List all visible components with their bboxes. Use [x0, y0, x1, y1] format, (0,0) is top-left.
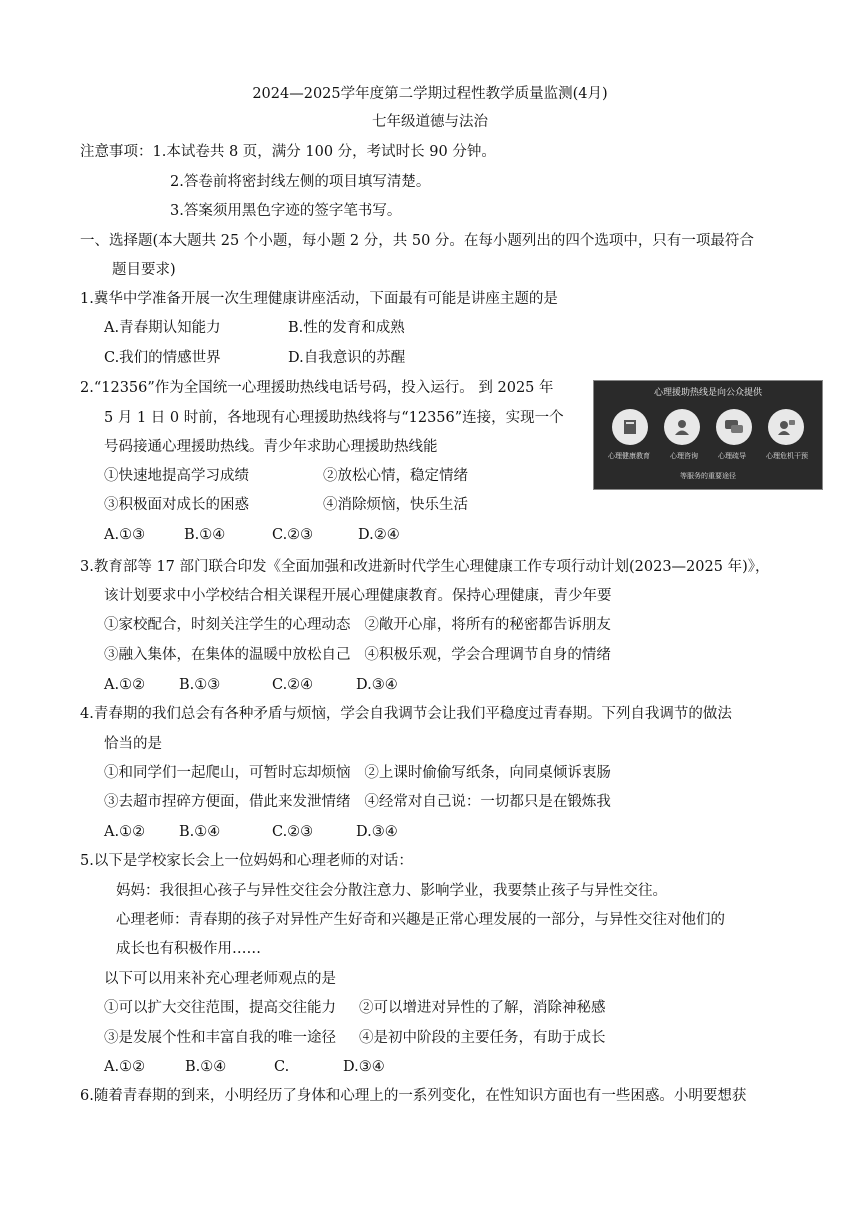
- poster-footer: 等服务的重要途径: [680, 472, 736, 480]
- poster-label-4: 心理危机干预: [766, 452, 808, 460]
- q2-stem-3: 号码接通心理援助热线。青少年求助心理援助热线能: [104, 439, 438, 455]
- poster-label-3: 心理疏导: [718, 452, 746, 460]
- q1-option-a: A.青春期认知能力: [104, 320, 221, 336]
- q4-option-b: B.①④: [179, 824, 221, 840]
- q3-option-c: C.②④: [272, 677, 314, 693]
- q2-option-c: C.②③: [272, 527, 314, 543]
- q5-option-c: C.: [274, 1059, 290, 1075]
- q2-statement-3: ③积极面对成长的困惑: [104, 497, 249, 513]
- q5-teacher-line-2: 成长也有积极作用……: [116, 941, 261, 957]
- q4-option-a: A.①②: [104, 824, 146, 840]
- q1-stem: 1.冀华中学准备开展一次生理健康讲座活动，下面最有可能是讲座主题的是: [80, 291, 558, 307]
- exam-subject: 七年级道德与法治: [372, 114, 488, 130]
- q3-statements-12: ①家校配合，时刻关注学生的心理动态 ②敞开心扉，将所有的秘密都告诉朋友: [104, 617, 611, 633]
- q3-stem-1: 3.教育部等 17 部门联合印发《全面加强和改进新时代学生心理健康工作专项行动计划(2023—2025 年)》，: [80, 559, 770, 575]
- q5-ask: 以下可以用来补充心理老师观点的是: [104, 971, 336, 987]
- poster-label-1: 心理健康教育: [608, 452, 650, 460]
- q5-stem: 5.以下是学校家长会上一位妈妈和心理老师的对话：: [80, 853, 413, 869]
- q3-option-b: B.①③: [179, 677, 221, 693]
- q2-option-d: D.②④: [358, 527, 400, 543]
- q5-teacher-line-1: 心理老师：青春期的孩子对异性产生好奇和兴趣是正常心理发展的一部分，与异性交往对他们的: [116, 912, 725, 928]
- q2-option-b: B.①④: [184, 527, 226, 543]
- book-icon: [612, 409, 648, 445]
- counselor-icon: [768, 409, 804, 445]
- q5-option-d: D.③④: [343, 1059, 385, 1075]
- q4-option-c: C.②③: [272, 824, 314, 840]
- q2-option-a: A.①③: [104, 527, 146, 543]
- q5-statements-12: ①可以扩大交往范围，提高交往能力 ②可以增进对异性的了解，消除神秘感: [104, 1000, 606, 1016]
- note-3: 3.答案须用黑色字迹的签字笔书写。: [170, 203, 402, 219]
- q6-stem-1: 6.随着青春期的到来，小明经历了身体和心理上的一系列变化，在性知识方面也有一些困惑。小明要想获: [80, 1088, 747, 1104]
- q4-stem-1: 4.青春期的我们总会有各种矛盾与烦恼，学会自我调节会让我们平稳度过青春期。下列自我调节的做法: [80, 706, 732, 722]
- q2-stem-2: 5 月 1 日 0 时前，各地现有心理援助热线将与“12356”连接，实现一个: [104, 410, 564, 426]
- q2-statement-2: ②放松心情，稳定情绪: [323, 468, 468, 484]
- q3-stem-2: 该计划要求中小学校结合相关课程开展心理健康教育。保持心理健康，青少年要: [104, 588, 612, 604]
- q4-stem-2: 恰当的是: [104, 736, 162, 752]
- note-1: 注意事项：1.本试卷共 8 页，满分 100 分，考试时长 90 分钟。: [80, 144, 496, 160]
- q4-statements-34: ③去超市捏碎方便面，借此来发泄情绪 ④经常对自己说：一切都只是在锻炼我: [104, 794, 611, 810]
- q2-statement-4: ④消除烦恼，快乐生活: [323, 497, 468, 513]
- note-2: 2.答卷前将密封线左侧的项目填写清楚。: [170, 174, 431, 190]
- q1-option-b: B.性的发育和成熟: [288, 320, 405, 336]
- section-heading-cont: 题目要求): [112, 262, 176, 278]
- q4-option-d: D.③④: [356, 824, 398, 840]
- q3-statements-34: ③融入集体，在集体的温暖中放松自己 ④积极乐观，学会合理调节自身的情绪: [104, 647, 611, 663]
- q2-stem-1: 2.“12356”作为全国统一心理援助热线电话号码，投入运行。 到 2025 年: [80, 380, 554, 396]
- q5-option-a: A.①②: [104, 1059, 146, 1075]
- q1-option-d: D.自我意识的苏醒: [288, 350, 406, 366]
- q5-mom-line: 妈妈：我很担心孩子与异性交往会分散注意力、影响学业，我要禁止孩子与异性交往。: [116, 883, 667, 899]
- chat-icon: [716, 409, 752, 445]
- exam-title: 2024—2025学年度第二学期过程性教学质量监测(4月): [252, 86, 608, 102]
- poster-label-2: 心理咨询: [670, 452, 698, 460]
- person-icon: [664, 409, 700, 445]
- poster-title: 心理援助热线是向公众提供: [653, 388, 762, 398]
- q2-statement-1: ①快速地提高学习成绩: [104, 468, 249, 484]
- q5-option-b: B.①④: [185, 1059, 227, 1075]
- q3-option-d: D.③④: [356, 677, 398, 693]
- section-heading: 一、选择题(本大题共 25 个小题，每小题 2 分，共 50 分。在每小题列出的四个选项中，只有一项最符合: [80, 233, 754, 249]
- q5-statements-34: ③是发展个性和丰富自我的唯一途径 ④是初中阶段的主要任务，有助于成长: [104, 1030, 606, 1046]
- q1-option-c: C.我们的情感世界: [104, 350, 221, 366]
- hotline-poster-image: [593, 380, 823, 490]
- q3-option-a: A.①②: [104, 677, 146, 693]
- q4-statements-12: ①和同学们一起爬山，可暂时忘却烦恼 ②上课时偷偷写纸条，向同桌倾诉衷肠: [104, 765, 611, 781]
